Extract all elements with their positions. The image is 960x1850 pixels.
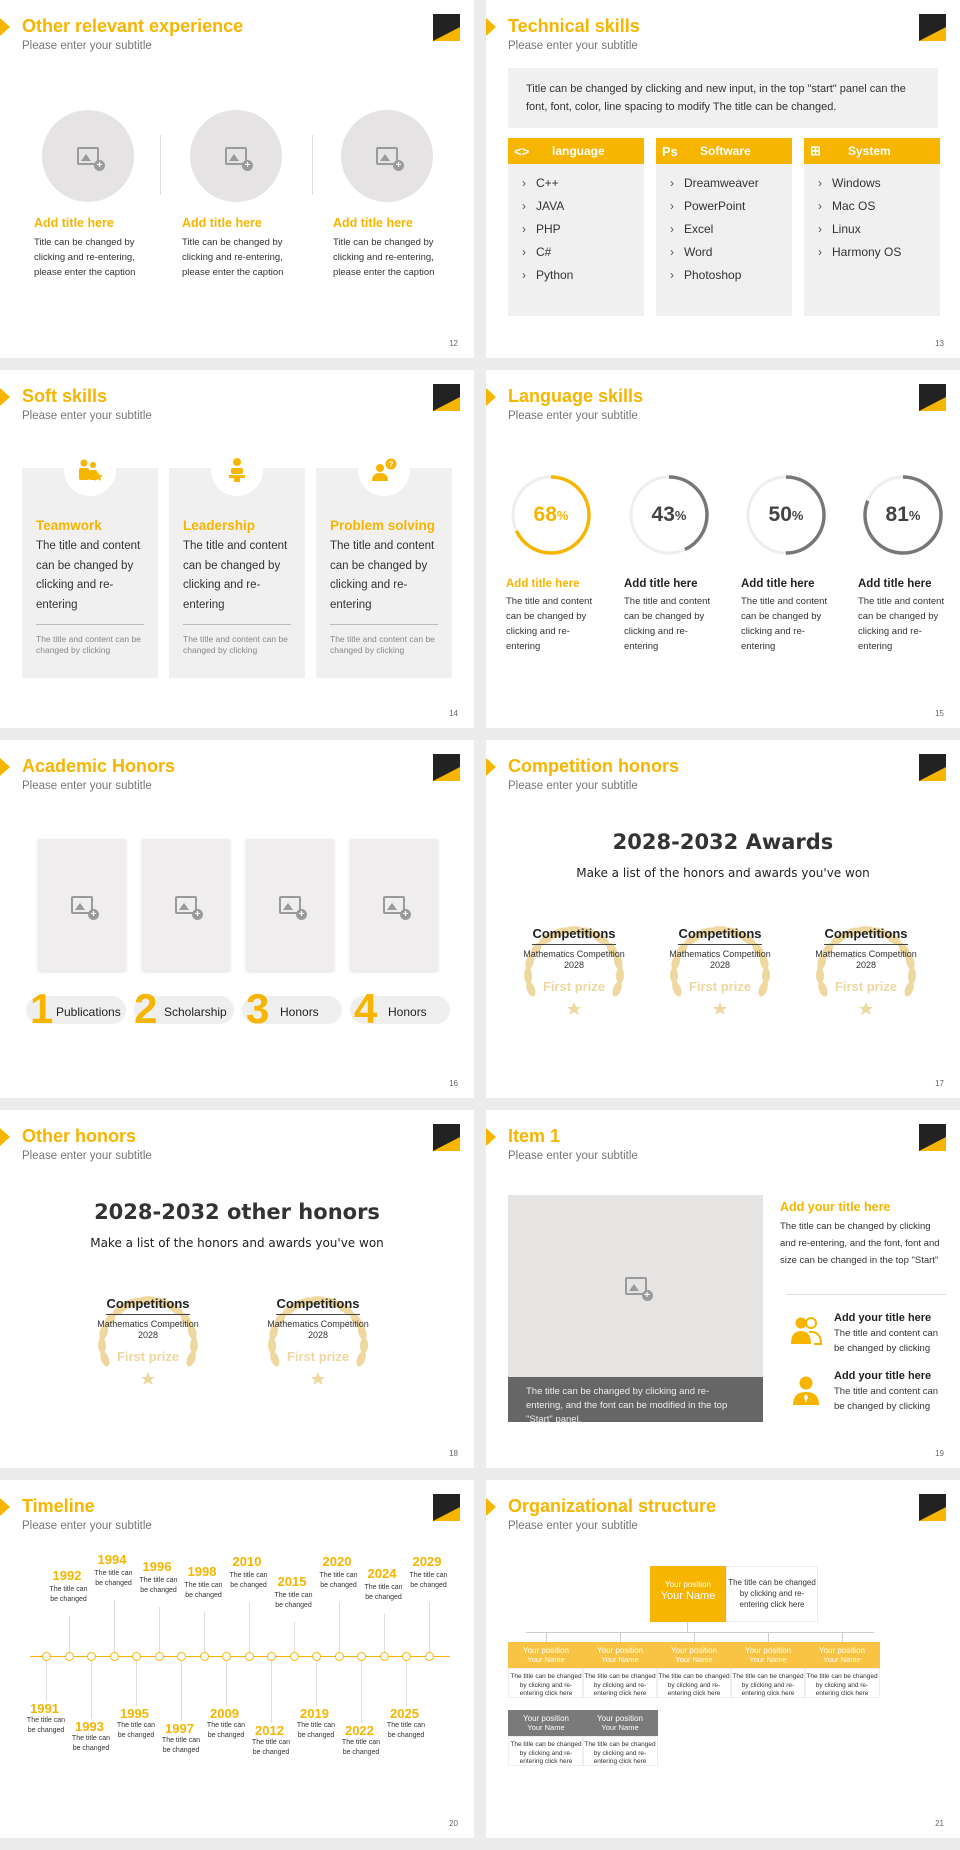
slide-academic-honors: [0, 740, 474, 1098]
list-item: › Python: [522, 264, 644, 287]
award-prize: First prize: [688, 979, 752, 994]
timeline-year: 2015: [277, 1574, 307, 1589]
timeline-dot: [335, 1652, 344, 1661]
percent-sign: %: [556, 507, 569, 523]
timeline-desc: The title can be changed: [319, 1572, 358, 1589]
timeline-desc: The title can be changed: [206, 1722, 246, 1739]
list-item: › C++: [522, 172, 644, 195]
award-badge: [78, 1286, 218, 1390]
timeline-year: 2022: [345, 1723, 374, 1738]
timeline-desc: The title can be changed: [364, 1584, 403, 1601]
timeline-desc: The title can be changed: [184, 1582, 223, 1599]
honor-label: Publications: [56, 1005, 121, 1019]
honor-number: 4: [354, 985, 378, 1032]
timeline-desc: The title can be changed: [161, 1737, 201, 1754]
divider: [312, 135, 313, 195]
org-box-desc: The title can be changed by clicking and re-entering click here: [730, 1668, 806, 1698]
org-box[interactable]: [508, 1710, 584, 1766]
position-label: Your position: [597, 1646, 643, 1655]
image-placeholder[interactable]: [190, 110, 282, 202]
org-box-desc: The title can be changed by clicking and re-entering click here: [656, 1668, 732, 1698]
item-title: Add title here: [624, 578, 698, 590]
list-item: › Harmony OS: [818, 241, 940, 264]
item-desc: The title and content can be changed by clicking and re-entering: [506, 596, 593, 652]
title-marker: [0, 1498, 10, 1516]
slide-other-honors: [0, 1110, 474, 1468]
sub-title: Add your title here: [834, 1312, 932, 1324]
image-icon: [376, 147, 398, 165]
slide-title: Technical skills: [508, 16, 640, 36]
timeline-year: 2010: [232, 1554, 262, 1569]
slide-title: Item 1: [508, 1126, 561, 1146]
award-badge: [504, 916, 644, 1020]
group-icon: [790, 1315, 822, 1347]
timeline-year: 1996: [142, 1559, 172, 1574]
org-box-desc: The title can be changed by clicking and re-entering click here: [508, 1668, 584, 1698]
sub-title: Add your title here: [834, 1370, 932, 1382]
card-desc: The title and content can be changed by clicking and re-entering: [330, 540, 435, 611]
percent-value: [626, 472, 712, 558]
slide-title: Organizational structure: [508, 1496, 717, 1516]
image-placeholder[interactable]: [38, 839, 126, 971]
sub-desc: The title and content can be changed by clicking: [834, 1328, 939, 1354]
slide-title: Language skills: [508, 386, 644, 406]
honors-heading: 2028-2032 other honors: [94, 1200, 380, 1224]
image-placeholder[interactable]: [246, 839, 334, 971]
award-title: Competitions: [824, 926, 908, 941]
card-desc: The title and content can be changed by clicking and re-entering: [183, 540, 288, 611]
award-badge: [650, 916, 790, 1020]
title-marker: [486, 1128, 496, 1146]
svg-text:?: ?: [388, 460, 394, 469]
list-item: › C#: [522, 241, 644, 264]
slide-title: Competition honors: [508, 756, 679, 776]
position-label: Your position: [665, 1580, 711, 1589]
percent-value: [508, 472, 594, 558]
slide-subtitle: Please enter your subtitle: [22, 1150, 152, 1162]
timeline-year: 2009: [210, 1706, 239, 1721]
timeline-dot: [267, 1652, 276, 1661]
award-year: 2028: [307, 1330, 329, 1340]
item-title: Add title here: [858, 578, 932, 590]
item-desc: Title can be changed by clicking and re-entering, please enter the caption: [34, 237, 136, 278]
page-number: 21: [935, 1819, 944, 1828]
timeline-desc: The title can be changed: [341, 1739, 381, 1756]
slide-language-skills: [486, 370, 960, 728]
list-item: › Word: [670, 241, 792, 264]
timeline-desc: The title can be changed: [71, 1735, 111, 1752]
award-year: 2028: [855, 960, 877, 970]
corner-logo: [919, 1494, 946, 1521]
award-subtitle: Mathematics Competition: [669, 949, 771, 959]
page-number: 18: [449, 1449, 458, 1458]
position-label: Your position: [819, 1646, 865, 1655]
percent-number: 68: [533, 503, 557, 526]
timeline-dot: [155, 1652, 164, 1661]
sub-desc: The title and content can be changed by clicking: [834, 1386, 939, 1412]
corner-logo: [433, 1494, 460, 1521]
sub-item: [834, 1312, 944, 1356]
slide-subtitle: Please enter your subtitle: [22, 1520, 152, 1532]
slide-subtitle: Please enter your subtitle: [508, 780, 638, 792]
page-number: 12: [449, 339, 458, 348]
slide-subtitle: Please enter your subtitle: [508, 1520, 638, 1532]
award-subtitle: Mathematics Competition: [815, 949, 917, 959]
corner-logo: [919, 754, 946, 781]
org-box[interactable]: [656, 1642, 732, 1698]
award-year: 2028: [709, 960, 731, 970]
slide-technical-skills: [486, 0, 960, 358]
corner-logo: [433, 754, 460, 781]
slide-subtitle: Please enter your subtitle: [508, 40, 638, 52]
org-box[interactable]: [730, 1642, 806, 1698]
leadership-icon: [211, 444, 263, 496]
award-subtitle: Mathematics Competition: [267, 1319, 369, 1329]
slide-title: Timeline: [22, 1496, 95, 1516]
percent-number: 81: [885, 503, 909, 526]
item-title: Add title here: [182, 216, 262, 230]
slide-other-experience: [0, 0, 474, 358]
list-item: › Photoshop: [670, 264, 792, 287]
percent-value: [743, 472, 829, 558]
item-desc: The title and content can be changed by clicking and re-entering: [858, 596, 945, 652]
slide-subtitle: Please enter your subtitle: [508, 1150, 638, 1162]
name-label: Your Name: [527, 1655, 565, 1664]
card-desc: The title and content can be changed by clicking and re-entering: [36, 540, 141, 611]
timeline-year: 2024: [367, 1566, 397, 1581]
star-icon: [311, 1372, 325, 1385]
user-icon: [790, 1375, 822, 1407]
image-icon: [279, 896, 301, 914]
timeline-dot: [402, 1652, 411, 1661]
timeline-year: 2012: [255, 1723, 284, 1738]
honor-label: Honors: [388, 1005, 427, 1019]
image-placeholder[interactable]: [350, 839, 438, 971]
card-title: Teamwork: [36, 518, 102, 533]
skill-column-software: [656, 138, 792, 316]
title-marker: [0, 388, 10, 406]
page-number: 14: [449, 709, 458, 718]
org-box-desc: The title can be changed by clicking and re-entering click here: [804, 1668, 880, 1698]
language-item: [741, 578, 831, 654]
image-placeholder[interactable]: [341, 110, 433, 202]
image-placeholder[interactable]: [508, 1195, 763, 1377]
page-number: 20: [449, 1819, 458, 1828]
soft-skill-card: [169, 468, 305, 678]
language-item: [858, 578, 948, 654]
item-desc: Title can be changed by clicking and re-entering, please enter the caption: [333, 237, 435, 278]
org-top-box[interactable]: [650, 1566, 726, 1622]
timeline-dot: [357, 1652, 366, 1661]
page-number: 19: [935, 1449, 944, 1458]
item-title: Add title here: [333, 216, 413, 230]
timeline-desc: The title can be changed: [296, 1722, 336, 1739]
list-item: › Windows: [818, 172, 940, 195]
image-icon: [225, 147, 247, 165]
timeline-desc: The title can be changed: [49, 1586, 88, 1603]
list-item: › Mac OS: [818, 195, 940, 218]
timeline-year: 1998: [187, 1564, 217, 1579]
percent-sign: %: [908, 507, 921, 523]
org-top-desc: The title can be changed by clicking and re-entering click here: [726, 1566, 818, 1622]
card-title: Problem solving: [330, 518, 436, 533]
honors-subheading: Make a list of the honors and awards you've won: [90, 1236, 384, 1250]
org-box-desc: The title can be changed by clicking and re-entering click here: [582, 1668, 658, 1698]
name-label: Your Name: [601, 1723, 639, 1732]
language-item: [624, 578, 714, 654]
award-year: 2028: [137, 1330, 159, 1340]
name-label: Your Name: [823, 1655, 861, 1664]
timeline-dot: [87, 1652, 96, 1661]
language-item: [506, 578, 596, 654]
soft-skill-card: [22, 468, 158, 678]
position-label: Your position: [745, 1646, 791, 1655]
org-box[interactable]: [582, 1710, 658, 1766]
column-header: System: [848, 144, 891, 158]
corner-logo: [433, 14, 460, 41]
title-marker: [0, 758, 10, 776]
timeline-dot: [312, 1652, 321, 1661]
title-marker: [486, 18, 496, 36]
award-title: Competitions: [532, 926, 616, 941]
title-marker: [0, 18, 10, 36]
org-box-desc: The title can be changed by clicking and re-entering click here: [582, 1736, 658, 1766]
awards-heading: 2028-2032 Awards: [612, 830, 834, 854]
slide-title: Academic Honors: [22, 756, 176, 776]
timeline-dot: [222, 1652, 231, 1661]
award-prize: First prize: [542, 979, 606, 994]
timeline-dot: [380, 1652, 389, 1661]
timeline-dot: [245, 1652, 254, 1661]
honor-number: 3: [246, 985, 270, 1032]
list-item: › PowerPoint: [670, 195, 792, 218]
name-label: Your Name: [601, 1655, 639, 1664]
title-marker: [486, 1498, 496, 1516]
list-item: › JAVA: [522, 195, 644, 218]
image-caption: The title can be changed by clicking and re-entering, and the font can be modified in the top "Start" panel.: [508, 1377, 763, 1422]
title-marker: [486, 758, 496, 776]
awards-subheading: Make a list of the honors and awards you've won: [576, 866, 870, 880]
org-box[interactable]: [804, 1642, 880, 1698]
timeline-desc: The title can be changed: [94, 1570, 133, 1587]
item-title: Add title here: [34, 216, 114, 230]
page-number: 17: [935, 1079, 944, 1088]
experience-item: [34, 110, 164, 280]
honor-number: 1: [30, 985, 54, 1032]
timeline-dot: [132, 1652, 141, 1661]
position-label: Your position: [523, 1646, 569, 1655]
item-desc: The title and content can be changed by clicking and re-entering: [624, 596, 711, 652]
page-number: 15: [935, 709, 944, 718]
card-title: Leadership: [183, 518, 256, 533]
org-box[interactable]: [508, 1642, 584, 1698]
skill-column-language: [508, 138, 644, 316]
timeline-dot: [200, 1652, 209, 1661]
timeline-year: 2025: [390, 1706, 419, 1721]
timeline-year: 1995: [120, 1706, 149, 1721]
award-subtitle: Mathematics Competition: [97, 1319, 199, 1329]
award-badge: [796, 916, 936, 1020]
position-label: Your position: [523, 1714, 569, 1723]
page-number: 16: [449, 1079, 458, 1088]
timeline-dot: [177, 1652, 186, 1661]
item-desc: The title and content can be changed by clicking and re-entering: [741, 596, 828, 652]
timeline-desc: The title can be changed: [229, 1572, 268, 1589]
experience-item: [333, 110, 463, 280]
org-box[interactable]: [582, 1642, 658, 1698]
slide-title: Other relevant experience: [22, 16, 244, 36]
name-label: Your Name: [675, 1655, 713, 1664]
column-header: Software: [700, 144, 751, 158]
divider: [160, 135, 161, 195]
problem-solving-icon: [358, 444, 410, 496]
org-box-desc: The title can be changed by clicking and re-entering click here: [508, 1736, 584, 1766]
timeline-dot: [110, 1652, 119, 1661]
star-icon: [567, 1002, 581, 1015]
position-label: Your position: [671, 1646, 717, 1655]
slide-subtitle: Please enter your subtitle: [22, 410, 152, 422]
timeline-dot: [42, 1652, 51, 1661]
image-icon: [383, 896, 405, 914]
photoshop-icon: Ps: [662, 143, 678, 159]
award-prize: First prize: [286, 1349, 350, 1364]
timeline-year: 1994: [97, 1552, 127, 1567]
title-marker: [486, 388, 496, 406]
timeline-year: 1997: [165, 1721, 194, 1736]
slide-competition-honors: [486, 740, 960, 1098]
timeline-desc: The title can be changed: [274, 1592, 313, 1609]
percent-number: 43: [651, 503, 675, 526]
column-header: language: [552, 144, 605, 158]
windows-icon: ⊞: [810, 143, 821, 158]
slide-subtitle: Please enter your subtitle: [22, 780, 152, 792]
timeline-year: 2029: [412, 1554, 442, 1569]
star-icon: [859, 1002, 873, 1015]
list-item: › Excel: [670, 218, 792, 241]
slide-item-1: [486, 1110, 960, 1468]
timeline-dot: [290, 1652, 299, 1661]
award-title: Competitions: [678, 926, 762, 941]
percent-value: [860, 472, 946, 558]
image-icon: [77, 147, 99, 165]
name-label: Your Name: [660, 1590, 716, 1602]
timeline-dot: [65, 1652, 74, 1661]
award-prize: First prize: [116, 1349, 180, 1364]
name-label: Your Name: [749, 1655, 787, 1664]
page-number: 13: [935, 339, 944, 348]
timeline-year: 2019: [300, 1706, 329, 1721]
star-icon: [713, 1002, 727, 1015]
slide-subtitle: Please enter your subtitle: [508, 410, 638, 422]
slide-title: Soft skills: [22, 386, 108, 406]
card-note: The title and content can be changed by clicking: [36, 634, 141, 655]
timeline-year: 1993: [75, 1719, 104, 1734]
card-note: The title and content can be changed by clicking: [183, 634, 288, 655]
timeline-desc: The title can be changed: [251, 1739, 291, 1756]
slide-org-structure: [486, 1480, 960, 1838]
code-icon: <>: [514, 143, 530, 159]
timeline-desc: The title can be changed: [386, 1722, 426, 1739]
item-desc: Title can be changed by clicking and re-entering, please enter the caption: [182, 237, 284, 278]
skills-description: Title can be changed by clicking and new input, in the top "start" panel can the font, font, color, line spacing to modify The title can be changed.: [508, 68, 938, 128]
sub-item: [834, 1370, 944, 1414]
timeline-year: 2020: [322, 1554, 352, 1569]
timeline-desc: The title can be changed: [139, 1577, 178, 1594]
card-note: The title and content can be changed by clicking: [330, 634, 435, 655]
image-icon: [625, 1277, 647, 1295]
corner-logo: [919, 14, 946, 41]
item-title: Add your title here: [780, 1200, 891, 1214]
skill-column-system: [804, 138, 940, 316]
image-icon: [71, 896, 93, 914]
award-year: 2028: [563, 960, 585, 970]
soft-skill-card: [316, 468, 452, 678]
image-placeholder[interactable]: [142, 839, 230, 971]
award-title: Competitions: [276, 1296, 360, 1311]
honor-number: 2: [134, 985, 158, 1032]
timeline-desc: The title can be changed: [116, 1722, 156, 1739]
award-title: Competitions: [106, 1296, 190, 1311]
image-placeholder[interactable]: [42, 110, 134, 202]
teamwork-icon: [64, 444, 116, 496]
slide-subtitle: Please enter your subtitle: [22, 40, 152, 52]
corner-logo: [919, 384, 946, 411]
corner-logo: [433, 1124, 460, 1151]
slide-timeline: [0, 1480, 474, 1838]
corner-logo: [919, 1124, 946, 1151]
list-item: › Dreamweaver: [670, 172, 792, 195]
name-label: Your Name: [527, 1723, 565, 1732]
image-icon: [175, 896, 197, 914]
position-label: Your position: [597, 1714, 643, 1723]
star-icon: [141, 1372, 155, 1385]
item-desc: The title can be changed by clicking and re-entering, and the font, font and size can be changed in the top "Start": [780, 1221, 940, 1266]
slide-soft-skills: [0, 370, 474, 728]
award-badge: [248, 1286, 388, 1390]
honor-label: Scholarship: [164, 1005, 227, 1019]
timeline-desc: The title can be changed: [26, 1717, 66, 1734]
experience-item: [182, 110, 312, 280]
slide-title: Other honors: [22, 1126, 137, 1146]
timeline-desc: The title can be changed: [409, 1572, 448, 1589]
list-item: › Linux: [818, 218, 940, 241]
list-item: › PHP: [522, 218, 644, 241]
item-title: Add title here: [741, 578, 815, 590]
award-prize: First prize: [834, 979, 898, 994]
honor-label: Honors: [280, 1005, 319, 1019]
percent-sign: %: [674, 507, 687, 523]
corner-logo: [433, 384, 460, 411]
percent-sign: %: [791, 507, 804, 523]
timeline-dot: [425, 1652, 434, 1661]
percent-number: 50: [768, 503, 792, 526]
timeline-year: 1992: [52, 1568, 82, 1583]
title-marker: [0, 1128, 10, 1146]
item-title: Add title here: [506, 578, 580, 590]
timeline-year: 1991: [30, 1701, 59, 1716]
award-subtitle: Mathematics Competition: [523, 949, 625, 959]
